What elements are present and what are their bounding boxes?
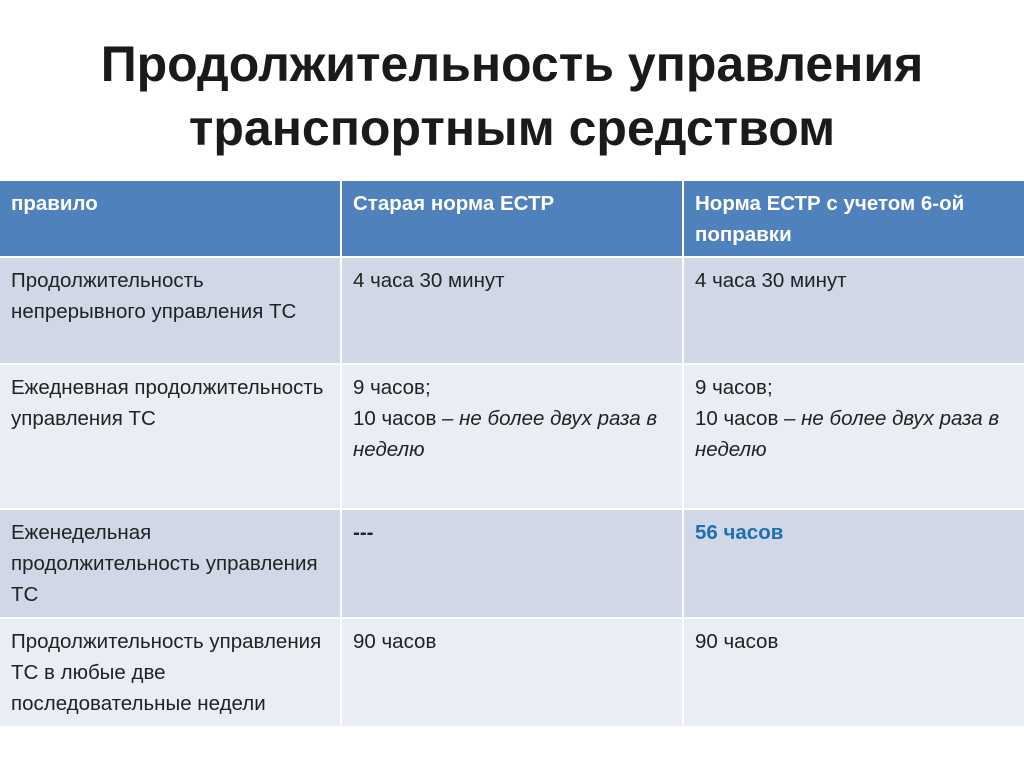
header-rule: правило — [0, 181, 341, 257]
new-norm-line-2-plain: 10 часов – — [695, 407, 802, 430]
header-new-norm: Норма ЕСТР с учетом 6-ой поправки — [683, 181, 1024, 257]
old-norm-line-2-plain: 10 часов – — [353, 407, 460, 430]
cell-old-norm: 4 часа 30 минут — [341, 257, 683, 364]
cell-old-norm — [341, 364, 683, 509]
header-old-norm: Старая норма ЕСТР — [341, 181, 683, 257]
new-norm-highlight: 56 часов — [695, 521, 784, 544]
table-row — [0, 618, 1024, 727]
slide-title-line-2: транспортным средством — [188, 100, 836, 156]
old-norm-line-2-italic: не более двух раза в неделю — [353, 407, 658, 461]
driving-time-table — [0, 181, 1024, 728]
table-row — [0, 364, 1024, 509]
slide-title — [0, 32, 1024, 160]
table-header-row — [0, 181, 1024, 257]
new-norm-line-1: 9 часов; — [695, 376, 773, 399]
old-norm-line-1: 9 часов; — [353, 376, 431, 399]
cell-rule: Продолжительность управления ТС в любые две последовательные недели — [0, 618, 341, 727]
cell-old-norm: 90 часов — [341, 618, 683, 727]
cell-new-norm — [683, 364, 1024, 509]
table-row — [0, 257, 1024, 364]
cell-rule: Еженедельная продолжительность управления ТС — [0, 509, 341, 618]
cell-new-norm — [683, 509, 1024, 618]
table-row — [0, 509, 1024, 618]
new-norm-line-2-italic: не более двух раза в неделю — [695, 407, 1000, 461]
cell-new-norm: 4 часа 30 минут — [683, 257, 1024, 364]
cell-rule: Продолжительность непрерывного управления ТС — [0, 257, 341, 364]
cell-new-norm: 90 часов — [683, 618, 1024, 727]
slide-title-line-1: Продолжительность управления — [100, 36, 924, 92]
cell-old-norm: --- — [341, 509, 683, 618]
cell-rule: Ежедневная продолжительность управления ТС — [0, 364, 341, 509]
